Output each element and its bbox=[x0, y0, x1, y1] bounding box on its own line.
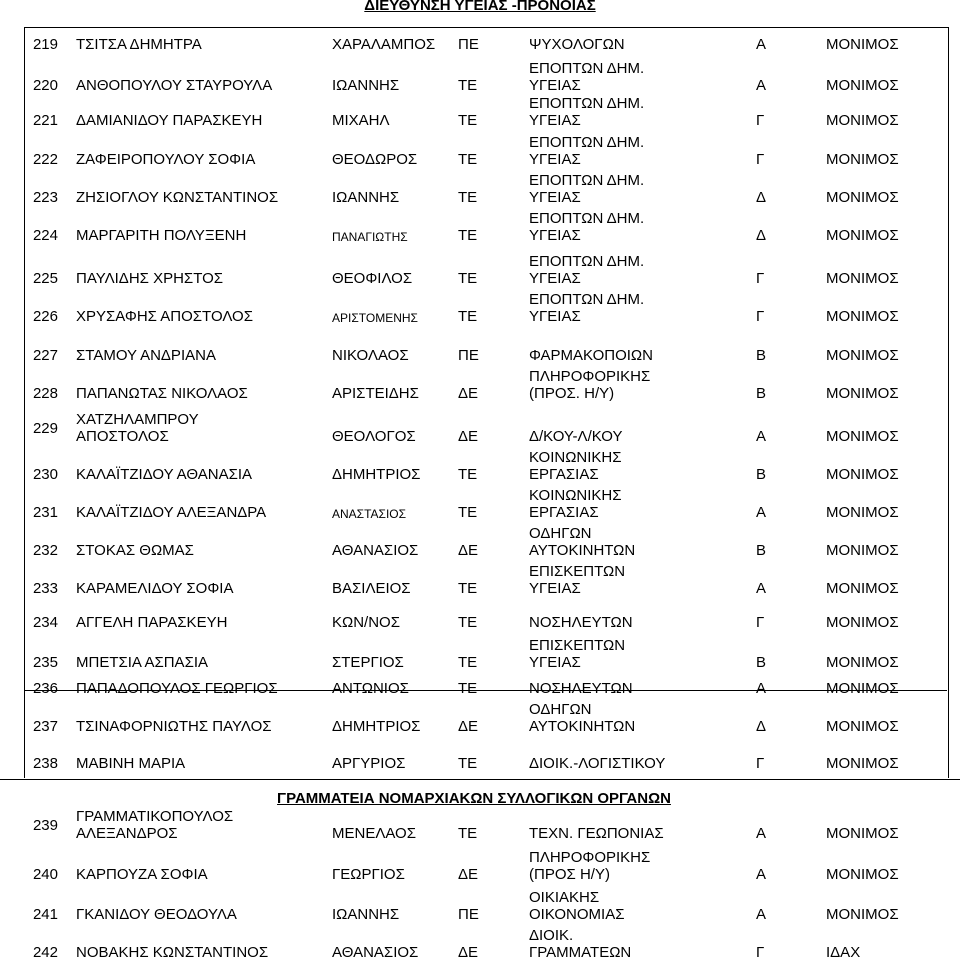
status: ΜΟΝΙΜΟΣ bbox=[826, 36, 899, 53]
status: ΜΟΝΙΜΟΣ bbox=[826, 270, 899, 287]
row-number: 231 bbox=[32, 504, 58, 521]
employee-name: ΓΡΑΜΜΑΤΙΚΟΠΟΥΛΟΣ bbox=[76, 808, 234, 825]
father-name: ΘΕΟΦΙΛΟΣ bbox=[332, 270, 413, 287]
father-name: ΑΡΓΥΡΙΟΣ bbox=[332, 755, 406, 772]
row-number: 226 bbox=[32, 308, 58, 325]
specialty: ΨΥΧΟΛΟΓΩΝ bbox=[529, 36, 625, 53]
employee-name: ΝΟΒΑΚΗΣ ΚΩΝΣΤΑΝΤΙΝΟΣ bbox=[76, 944, 269, 961]
father-name: ΚΩΝ/ΝΟΣ bbox=[332, 614, 400, 631]
status: ΜΟΝΙΜΟΣ bbox=[826, 614, 899, 631]
father-name: ΘΕΟΔΩΡΟΣ bbox=[332, 151, 418, 168]
employee-name: ΖΗΣΙΟΓΛΟΥ ΚΩΝΣΤΑΝΤΙΝΟΣ bbox=[76, 189, 279, 206]
employee-name: ΚΑΛΑΪΤΖΙΔΟΥ ΑΛΕΞΑΝΔΡΑ bbox=[76, 504, 267, 521]
category: ΤΕ bbox=[458, 77, 478, 94]
status: ΜΟΝΙΜΟΣ bbox=[826, 825, 899, 842]
employee-name: ΣΤΟΚΑΣ ΘΩΜΑΣ bbox=[76, 542, 194, 559]
category: ΤΕ bbox=[458, 755, 478, 772]
category: ΤΕ bbox=[458, 654, 478, 671]
category: ΔΕ bbox=[458, 385, 479, 402]
father-name: ΑΘΑΝΑΣΙΟΣ bbox=[332, 944, 419, 961]
father-name: ΑΡΙΣΤΟΜΕΝΗΣ bbox=[332, 311, 418, 325]
status: ΜΟΝΙΜΟΣ bbox=[826, 428, 899, 445]
status: ΜΟΝΙΜΟΣ bbox=[826, 542, 899, 559]
section2-heading: ΓΡΑΜΜΑΤΕΙΑ ΝΟΜΑΡΧΙΑΚΩΝ ΣΥΛΛΟΓΙΚΩΝ ΟΡΓΑΝΩΝ bbox=[277, 790, 671, 807]
specialty: ΕΡΓΑΣΙΑΣ bbox=[529, 466, 599, 483]
father-name: ΑΝΤΩΝΙΟΣ bbox=[332, 680, 409, 697]
employee-name: ΣΤΑΜΟΥ ΑΝΔΡΙΑΝΑ bbox=[76, 347, 216, 364]
specialty: ΕΠΟΠΤΩΝ ΔΗΜ. bbox=[529, 134, 645, 151]
category: ΠΕ bbox=[458, 36, 479, 53]
specialty: ΥΓΕΙΑΣ bbox=[529, 270, 581, 287]
status: ΜΟΝΙΜΟΣ bbox=[826, 906, 899, 923]
specialty: ΥΓΕΙΑΣ bbox=[529, 189, 581, 206]
specialty: Δ/ΚΟΥ-Λ/ΚΟΥ bbox=[529, 428, 623, 445]
grade: Γ bbox=[756, 614, 765, 631]
specialty: ΕΠΟΠΤΩΝ ΔΗΜ. bbox=[529, 95, 645, 112]
row-number: 239 bbox=[32, 817, 58, 834]
row-number: 242 bbox=[32, 944, 58, 961]
father-name: ΝΙΚΟΛΑΟΣ bbox=[332, 347, 409, 364]
grade: Β bbox=[756, 542, 767, 559]
specialty: ΟΙΚΟΝΟΜΙΑΣ bbox=[529, 906, 625, 923]
grade: Γ bbox=[756, 755, 765, 772]
father-name: ΙΩΑΝΝΗΣ bbox=[332, 189, 400, 206]
employee-name: ΧΡΥΣΑΦΗΣ ΑΠΟΣΤΟΛΟΣ bbox=[76, 308, 253, 325]
specialty: ΚΟΙΝΩΝΙΚΗΣ bbox=[529, 449, 622, 466]
specialty: ΝΟΣΗΛΕΥΤΩΝ bbox=[529, 680, 633, 697]
row-number: 224 bbox=[32, 227, 58, 244]
grade: Γ bbox=[756, 112, 765, 129]
status: ΙΔΑΧ bbox=[826, 944, 861, 961]
father-name: ΠΑΝΑΓΙΩΤΗΣ bbox=[332, 230, 408, 244]
employee-name: ΤΣΙΤΣΑ ΔΗΜΗΤΡΑ bbox=[76, 36, 202, 53]
category: ΤΕ bbox=[458, 825, 478, 842]
specialty: ΕΠΙΣΚΕΠΤΩΝ bbox=[529, 563, 626, 580]
row-number: 219 bbox=[32, 36, 58, 53]
category: ΤΕ bbox=[458, 112, 478, 129]
employee-name: ΠΑΥΛΙΔΗΣ ΧΡΗΣΤΟΣ bbox=[76, 270, 224, 287]
father-name: ΔΗΜΗΤΡΙΟΣ bbox=[332, 718, 421, 735]
specialty: (ΠΡΟΣ. Η/Υ) bbox=[529, 385, 615, 402]
father-name: ΧΑΡΑΛΑΜΠΟΣ bbox=[332, 36, 436, 53]
specialty: ΕΠΟΠΤΩΝ ΔΗΜ. bbox=[529, 172, 645, 189]
status: ΜΟΝΙΜΟΣ bbox=[826, 580, 899, 597]
page-heading: ΔΙΕΥΘΥΝΣΗ ΥΓΕΙΑΣ -ΠΡΟΝΟΙΑΣ bbox=[364, 0, 596, 14]
employee-name: ΑΓΓΕΛΗ ΠΑΡΑΣΚΕΥΗ bbox=[76, 614, 228, 631]
category: ΤΕ bbox=[458, 680, 478, 697]
father-name: ΓΕΩΡΓΙΟΣ bbox=[332, 866, 405, 883]
employee-name: ΧΑΤΖΗΛΑΜΠΡΟΥ bbox=[76, 411, 199, 428]
specialty: ΥΓΕΙΑΣ bbox=[529, 654, 581, 671]
specialty: ΕΠΙΣΚΕΠΤΩΝ bbox=[529, 637, 626, 654]
specialty: ΥΓΕΙΑΣ bbox=[529, 308, 581, 325]
status: ΜΟΝΙΜΟΣ bbox=[826, 866, 899, 883]
category: ΤΕ bbox=[458, 227, 478, 244]
grade: Δ bbox=[756, 189, 767, 206]
row-number: 227 bbox=[32, 347, 58, 364]
father-name: ΑΡΙΣΤΕΙΔΗΣ bbox=[332, 385, 419, 402]
father-name: ΜΙΧΑΗΛ bbox=[332, 112, 390, 129]
employee-name: ΚΑΛΑΪΤΖΙΔΟΥ ΑΘΑΝΑΣΙΑ bbox=[76, 466, 253, 483]
specialty: (ΠΡΟΣ Η/Υ) bbox=[529, 866, 610, 883]
specialty: ΑΥΤΟΚΙΝΗΤΩΝ bbox=[529, 542, 636, 559]
row-number: 238 bbox=[32, 755, 58, 772]
category: ΔΕ bbox=[458, 944, 479, 961]
status: ΜΟΝΙΜΟΣ bbox=[826, 77, 899, 94]
grade: Γ bbox=[756, 270, 765, 287]
grade: Α bbox=[756, 825, 767, 842]
specialty: ΤΕΧΝ. ΓΕΩΠΟΝΙΑΣ bbox=[529, 825, 664, 842]
specialty: ΝΟΣΗΛΕΥΤΩΝ bbox=[529, 614, 633, 631]
specialty: ΔΙΟΙΚ. bbox=[529, 927, 574, 944]
status: ΜΟΝΙΜΟΣ bbox=[826, 654, 899, 671]
row-number: 234 bbox=[32, 614, 58, 631]
specialty: ΕΠΟΠΤΩΝ ΔΗΜ. bbox=[529, 60, 645, 77]
category: ΤΕ bbox=[458, 614, 478, 631]
specialty: ΟΔΗΓΩΝ bbox=[529, 701, 592, 718]
father-name: ΜΕΝΕΛΑΟΣ bbox=[332, 825, 416, 842]
row-number: 241 bbox=[32, 906, 58, 923]
grade: Γ bbox=[756, 308, 765, 325]
row-number: 236 bbox=[32, 680, 58, 697]
employee-name: ΓΚΑΝΙΔΟΥ ΘΕΟΔΟΥΛΑ bbox=[76, 906, 237, 923]
father-name: ΔΗΜΗΤΡΙΟΣ bbox=[332, 466, 421, 483]
row-number: 232 bbox=[32, 542, 58, 559]
category: ΤΕ bbox=[458, 466, 478, 483]
employee-name: ΠΑΠΑΔΟΠΟΥΛΟΣ ΓΕΩΡΓΙΟΣ bbox=[76, 680, 278, 697]
employee-name: ΜΑΡΓΑΡΙΤΗ ΠΟΛΥΞΕΝΗ bbox=[76, 227, 247, 244]
specialty: ΠΛΗΡΟΦΟΡΙΚΗΣ bbox=[529, 849, 651, 866]
specialty: ΥΓΕΙΑΣ bbox=[529, 77, 581, 94]
specialty: ΥΓΕΙΑΣ bbox=[529, 580, 581, 597]
status: ΜΟΝΙΜΟΣ bbox=[826, 718, 899, 735]
father-name: ΙΩΑΝΝΗΣ bbox=[332, 77, 400, 94]
category: ΤΕ bbox=[458, 308, 478, 325]
employee-name: ΤΣΙΝΑΦΟΡΝΙΩΤΗΣ ΠΑΥΛΟΣ bbox=[76, 718, 272, 735]
grade: Β bbox=[756, 385, 767, 402]
grade: Α bbox=[756, 36, 767, 53]
specialty: ΥΓΕΙΑΣ bbox=[529, 151, 581, 168]
employee-name: ΜΑΒΙΝΗ ΜΑΡΙΑ bbox=[76, 755, 186, 772]
row-number: 233 bbox=[32, 580, 58, 597]
row-number: 235 bbox=[32, 654, 58, 671]
category: ΤΕ bbox=[458, 189, 478, 206]
grade: Β bbox=[756, 654, 767, 671]
grade: Δ bbox=[756, 718, 767, 735]
employee-name: ΔΑΜΙΑΝΙΔΟΥ ΠΑΡΑΣΚΕΥΗ bbox=[76, 112, 263, 129]
grade: Δ bbox=[756, 227, 767, 244]
category: ΠΕ bbox=[458, 906, 479, 923]
status: ΜΟΝΙΜΟΣ bbox=[826, 189, 899, 206]
status: ΜΟΝΙΜΟΣ bbox=[826, 385, 899, 402]
grade: Α bbox=[756, 866, 767, 883]
row-number: 240 bbox=[32, 866, 58, 883]
row-number: 228 bbox=[32, 385, 58, 402]
category: ΔΕ bbox=[458, 866, 479, 883]
specialty: ΑΥΤΟΚΙΝΗΤΩΝ bbox=[529, 718, 636, 735]
specialty: ΟΔΗΓΩΝ bbox=[529, 525, 592, 542]
specialty: ΠΛΗΡΟΦΟΡΙΚΗΣ bbox=[529, 368, 651, 385]
specialty: ΕΠΟΠΤΩΝ ΔΗΜ. bbox=[529, 210, 645, 227]
grade: Α bbox=[756, 580, 767, 597]
father-name: ΙΩΑΝΝΗΣ bbox=[332, 906, 400, 923]
grade: Α bbox=[756, 680, 767, 697]
row-number: 237 bbox=[32, 718, 58, 735]
grade: Γ bbox=[756, 944, 765, 961]
father-name: ΣΤΕΡΓΙΟΣ bbox=[332, 654, 404, 671]
row-number: 230 bbox=[32, 466, 58, 483]
grade: Β bbox=[756, 466, 767, 483]
father-name: ΑΝΑΣΤΑΣΙΟΣ bbox=[332, 507, 407, 521]
employee-name: ΖΑΦΕΙΡΟΠΟΥΛΟΥ ΣΟΦΙΑ bbox=[76, 151, 256, 168]
grade: Γ bbox=[756, 151, 765, 168]
row-number: 220 bbox=[32, 77, 58, 94]
grade: Α bbox=[756, 906, 767, 923]
specialty: ΦΑΡΜΑΚΟΠΟΙΩΝ bbox=[529, 347, 653, 364]
employee-name: ΑΠΟΣΤΟΛΟΣ bbox=[76, 428, 169, 445]
row-number: 223 bbox=[32, 189, 58, 206]
specialty: ΕΠΟΠΤΩΝ ΔΗΜ. bbox=[529, 253, 645, 270]
category: ΤΕ bbox=[458, 504, 478, 521]
specialty: ΕΡΓΑΣΙΑΣ bbox=[529, 504, 599, 521]
row-number: 229 bbox=[32, 420, 58, 437]
status: ΜΟΝΙΜΟΣ bbox=[826, 755, 899, 772]
employee-name: ΠΑΠΑΝΩΤΑΣ ΝΙΚΟΛΑΟΣ bbox=[76, 385, 248, 402]
status: ΜΟΝΙΜΟΣ bbox=[826, 347, 899, 364]
specialty: ΟΙΚΙΑΚΗΣ bbox=[529, 889, 600, 906]
status: ΜΟΝΙΜΟΣ bbox=[826, 112, 899, 129]
grade: Α bbox=[756, 77, 767, 94]
specialty: ΥΓΕΙΑΣ bbox=[529, 227, 581, 244]
row-number: 222 bbox=[32, 151, 58, 168]
father-name: ΘΕΟΛΟΓΟΣ bbox=[332, 428, 416, 445]
father-name: ΑΘΑΝΑΣΙΟΣ bbox=[332, 542, 419, 559]
status: ΜΟΝΙΜΟΣ bbox=[826, 227, 899, 244]
category: ΔΕ bbox=[458, 542, 479, 559]
row-number: 225 bbox=[32, 270, 58, 287]
row-number: 221 bbox=[32, 112, 58, 129]
employee-name: ΑΛΕΞΑΝΔΡΟΣ bbox=[76, 825, 178, 842]
status: ΜΟΝΙΜΟΣ bbox=[826, 466, 899, 483]
grade: Β bbox=[756, 347, 767, 364]
category: ΠΕ bbox=[458, 347, 479, 364]
specialty: ΥΓΕΙΑΣ bbox=[529, 112, 581, 129]
grade: Α bbox=[756, 504, 767, 521]
employee-name: ΜΠΕΤΣΙΑ ΑΣΠΑΣΙΑ bbox=[76, 654, 209, 671]
category: ΔΕ bbox=[458, 718, 479, 735]
status: ΜΟΝΙΜΟΣ bbox=[826, 680, 899, 697]
employee-name: ΚΑΡΑΜΕΛΙΔΟΥ ΣΟΦΙΑ bbox=[76, 580, 234, 597]
category: ΤΕ bbox=[458, 270, 478, 287]
specialty: ΔΙΟΙΚ.-ΛΟΓΙΣΤΙΚΟΥ bbox=[529, 755, 666, 772]
employee-name: ΑΝΘΟΠΟΥΛΟΥ ΣΤΑΥΡΟΥΛΑ bbox=[76, 77, 273, 94]
status: ΜΟΝΙΜΟΣ bbox=[826, 151, 899, 168]
specialty: ΕΠΟΠΤΩΝ ΔΗΜ. bbox=[529, 291, 645, 308]
status: ΜΟΝΙΜΟΣ bbox=[826, 308, 899, 325]
category: ΤΕ bbox=[458, 580, 478, 597]
father-name: ΒΑΣΙΛΕΙΟΣ bbox=[332, 580, 411, 597]
specialty: ΚΟΙΝΩΝΙΚΗΣ bbox=[529, 487, 622, 504]
status: ΜΟΝΙΜΟΣ bbox=[826, 504, 899, 521]
employee-name: ΚΑΡΠΟΥΖΑ ΣΟΦΙΑ bbox=[76, 866, 208, 883]
specialty: ΓΡΑΜΜΑΤΕΩΝ bbox=[529, 944, 632, 961]
grade: Α bbox=[756, 428, 767, 445]
category: ΤΕ bbox=[458, 151, 478, 168]
category: ΔΕ bbox=[458, 428, 479, 445]
